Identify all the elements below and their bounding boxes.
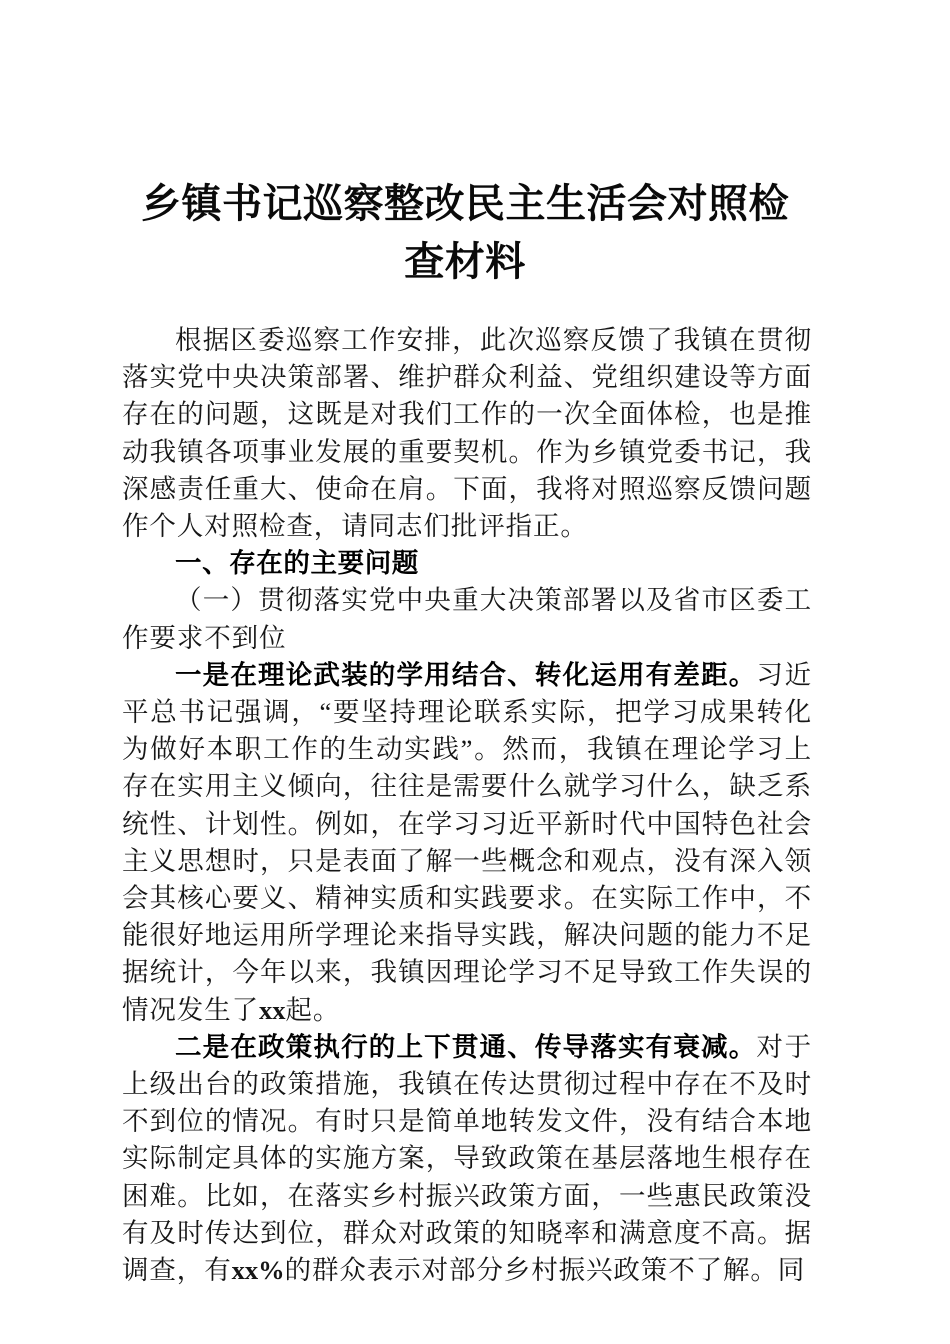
point-one-body-after: 起。 — [285, 994, 341, 1025]
section-heading-one: 一、存在的主要问题 — [175, 548, 419, 579]
page-title: 乡镇书记巡察整改民主生活会对照检查材料 — [141, 180, 789, 284]
problem-point-two — [122, 1029, 812, 1289]
intro-paragraph: 根据区委巡察工作安排，此次巡察反馈了我镇在贯彻落实党中央决策部署、维护群众利益、党组织建设等方面存在的问题，这既是对我们工作的一次全面体检，也是推动我镇各项事业发展的重要契机。作为乡镇党委书记，我深感责任重大、使命在肩。下面，我将对照巡察反馈问题作个人对照检查，请同志们批评指正。 — [122, 325, 812, 542]
point-one-placeholder: xx — [259, 994, 286, 1025]
point-two-lead: 二是在政策执行的上下贯通、传导落实有衰减。 — [175, 1031, 757, 1062]
point-two-placeholder: xx% — [231, 1255, 285, 1286]
point-one-body-before: 习近平总书记强调，“要坚持理论联系实际，把学习成果转化为做好本职工作的生动实践”。然而，我镇在理论学习上存在实用主义倾向，往往是需要什么就学习什么，缺乏系统性、计划性。例如，在学习习近平新时代中国特色社会主义思想时，只是表面了解一些概念和观点，没有深入领会其核心要义、精神实质和实践要求。在实际工作中，不能很好地运用所学理论来指导实践，解决问题的能力不足据统计，今年以来，我镇因理论学习不足导致工作失误的情况发生了 — [122, 659, 812, 1025]
subsection-heading-one: （一）贯彻落实党中央重大决策部署以及省市区委工作要求不到位 — [122, 585, 812, 653]
problem-point-one — [122, 657, 812, 1029]
document-body — [122, 322, 812, 1289]
point-two-body-before: 对于上级出台的政策措施，我镇在传达贯彻过程中存在不及时不到位的情况。有时只是简单地转发文件，没有结合本地实际制定具体的实施方案，导致政策在基层落地生根存在困难。比如，在落实乡村振兴政策方面，一些惠民政策没有及时传达到位，群众对政策的知晓率和满意度不高。据调查，有 — [122, 1031, 812, 1286]
point-one-lead: 一是在理论武装的学用结合、转化运用有差距。 — [175, 659, 757, 690]
point-two-body-after: 的群众表示对部分乡村振兴政策不了解。同 — [284, 1255, 806, 1286]
